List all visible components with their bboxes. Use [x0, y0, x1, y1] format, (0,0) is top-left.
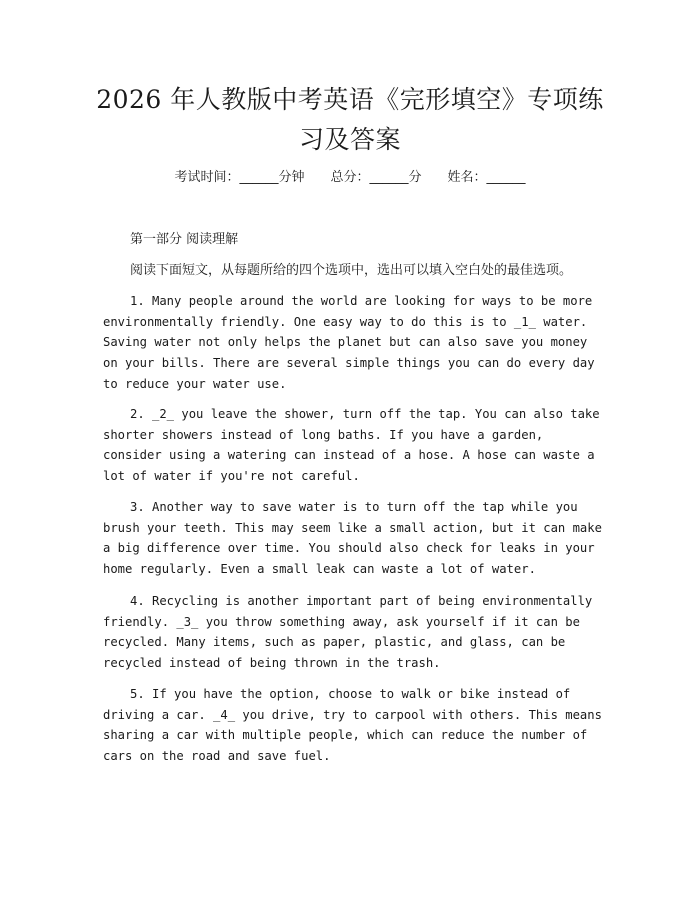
paragraph-1: 1. Many people around the world are looking for ways to be more environmentally friendly. One easy way to do this is to _1_ water. Saving water not only helps the planet but can also save you money on your bills. There are several simple things you can do every day to reduce your water use. — [103, 294, 595, 391]
paragraph-4: 4. Recycling is another important part of being environmentally friendly. _3_ you throw something away, ask yourself if it can be recycled. Many items, such as paper, plastic, and glass, can be recycled instead of being thrown in the trash. — [103, 594, 593, 671]
exam-meta-line — [0, 168, 700, 188]
exam-time-label: 考试时间：______分钟 — [174, 170, 305, 185]
paragraph-2: 2. _2_ you leave the shower, turn off the tap. You can also take shorter showers instead of long baths. If you have a garden, consider using a watering can instead of a hose. A hose can waste a lot of water if you're not careful. — [103, 407, 600, 484]
title-line-2: 习及答案 — [298, 125, 401, 154]
paragraph-5: 5. If you have the option, choose to walk or bike instead of driving a car. _4_ you drive, try to carpool with others. This means sharing a car with multiple people, which can reduce the number of cars on the road and save fuel. — [103, 687, 602, 764]
document-title — [60, 80, 640, 160]
section-heading: 第一部分 阅读理解 — [130, 232, 239, 247]
total-score-label: 总分：______分 — [330, 170, 422, 185]
title-line-1: 2026 年人教版中考英语《完形填空》专项练 — [96, 85, 604, 114]
student-name-label: 姓名：______ — [447, 170, 526, 185]
instructions-text: 阅读下面短文，从每题所给的四个选项中，选出可以填入空白处的最佳选项。 — [130, 263, 573, 278]
paragraph-3: 3. Another way to save water is to turn off the tap while you brush your teeth. This may seem like a small action, but it can make a big difference over time. You should also check for leaks in your home regularly. Even a small leak can waste a lot of water. — [103, 500, 602, 577]
